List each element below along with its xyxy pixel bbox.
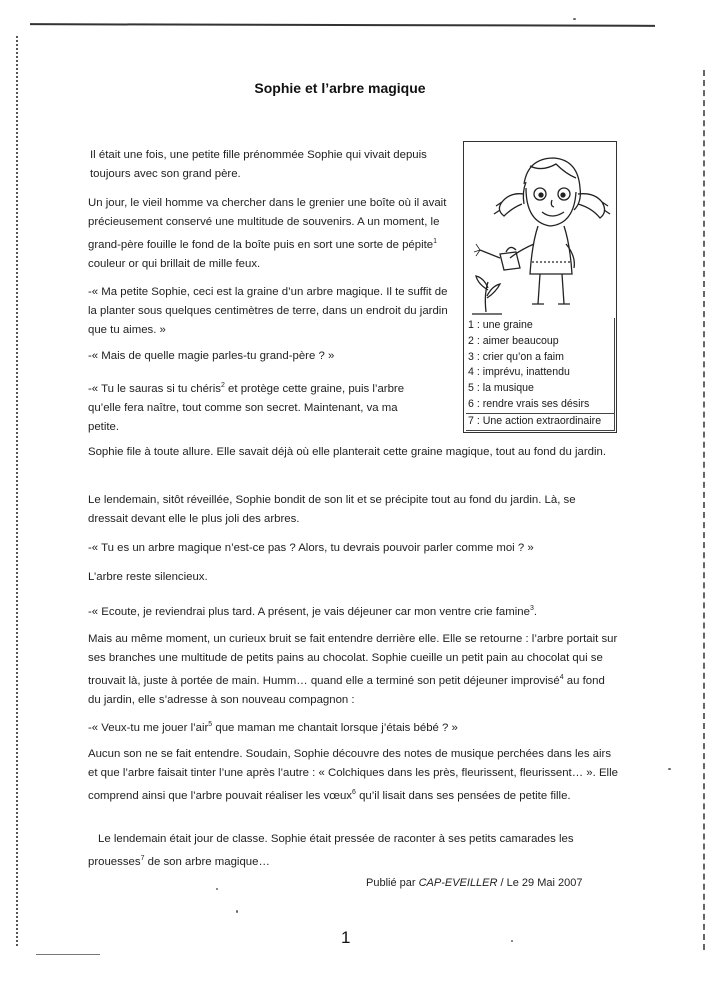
paragraph-14-text: Le lendemain était jour de classe. Sophie était pressée de raconter à ses petits camarades les prouesses bbox=[88, 833, 574, 868]
paragraph-14 bbox=[88, 830, 608, 872]
paragraph-12-end: que maman me chantait lorsque j’étais bébé ? » bbox=[212, 721, 458, 734]
paragraph-12-text: -« Veux-tu me jouer l’air bbox=[88, 721, 209, 734]
paragraph-14-end: de son arbre magique… bbox=[144, 855, 270, 868]
paragraph-11-end: au fond du jardin, elle s’adresse à son nouveau compagnon : bbox=[88, 674, 605, 706]
footnote-ref-2: 2 bbox=[220, 382, 225, 389]
paragraph-10-text: -« Ecoute, je reviendrai plus tard. A présent, je vais déjeuner car mon ventre crie famine bbox=[88, 605, 530, 618]
bottom-rule bbox=[36, 954, 100, 955]
paragraph-5-text: -« Tu le sauras si tu chéris bbox=[88, 382, 221, 395]
top-rule bbox=[30, 23, 655, 27]
paragraph-10-end: . bbox=[533, 605, 538, 618]
footnote-ref-5: 5 bbox=[208, 721, 213, 728]
paragraph-12 bbox=[88, 715, 618, 738]
definition-5: 5 : la musique bbox=[467, 381, 615, 397]
scan-speck bbox=[236, 910, 238, 913]
credit-date: / Le 29 Mai 2007 bbox=[497, 877, 583, 889]
paragraph-6: Sophie file à toute allure. Elle savait déjà où elle planterait cette graine magique, tout au fond du jardin. bbox=[88, 446, 606, 458]
paragraph-1: Il était une fois, une petite fille prénommée Sophie qui vivait depuis toujours avec son grand père. bbox=[90, 149, 427, 180]
scan-speck bbox=[216, 888, 218, 890]
paragraph-13 bbox=[88, 745, 618, 806]
definition-3: 3 : crier qu’on a faim bbox=[467, 350, 615, 366]
definition-1: 1 : une graine bbox=[467, 318, 615, 334]
footnote-ref-4: 4 bbox=[559, 674, 564, 681]
definition-2: 2 : aimer beaucoup bbox=[467, 334, 615, 350]
footnote-ref-1: 1 bbox=[433, 238, 438, 245]
left-scan-edge bbox=[16, 36, 19, 946]
paragraph-2-end: couleur or qui brillait de mille feux. bbox=[88, 257, 261, 270]
paragraph-10 bbox=[88, 599, 618, 622]
publication-credit bbox=[366, 877, 582, 889]
definition-7: 7 : Une action extraordinaire bbox=[466, 413, 615, 431]
right-scan-edge bbox=[703, 70, 706, 950]
girl-watering-plant-illustration bbox=[466, 144, 614, 319]
paragraph-3: -« Ma petite Sophie, ceci est la graine d’un arbre magique. Il te suffit de la planter sous quelques centimètres de terre, dans un endroit du jardin que tu aimes. » bbox=[88, 286, 448, 336]
definition-4: 4 : imprévu, inattendu bbox=[467, 365, 615, 381]
paragraph-4: -« Mais de quelle magie parles-tu grand-père ? » bbox=[88, 350, 335, 362]
paragraph-5-end: et protège cette graine, puis l’arbre qu’elle fera naître, tout comme son secret. Maintenant, va ma petite. bbox=[88, 382, 405, 433]
paragraph-13-end: qu’il lisait dans ses pensées de petite fille. bbox=[355, 789, 571, 802]
credit-prefix: Publié par bbox=[366, 877, 419, 889]
credit-author: CAP-EVEILLER bbox=[418, 877, 498, 889]
footnote-ref-7: 7 bbox=[140, 855, 145, 862]
page-number: 1 bbox=[341, 928, 351, 947]
paragraph-2 bbox=[88, 194, 458, 274]
paragraph-2-text: Un jour, le vieil homme va chercher dans le grenier une boîte où il avait précieusement conservé une multitude de souvenirs. A un moment, le grand-père fouille le fond de la boîte puis en sort une sorte de pépite bbox=[88, 197, 447, 251]
definition-6: 6 : rendre vrais ses désirs bbox=[467, 397, 615, 413]
paragraph-7: Le lendemain, sitôt réveillée, Sophie bondit de son lit et se précipite tout au fond du jardin. Là, se dressait devant elle le plus joli des arbres. bbox=[88, 494, 576, 525]
scan-speck bbox=[511, 940, 513, 942]
paragraph-5 bbox=[88, 376, 428, 437]
paragraph-9: L’arbre reste silencieux. bbox=[88, 571, 208, 583]
scan-speck bbox=[573, 18, 576, 20]
page-title: Sophie et l’arbre magique bbox=[254, 80, 426, 96]
definitions-list bbox=[467, 318, 615, 431]
paragraph-11-text: Mais au même moment, un curieux bruit se fait entendre derrière elle. Elle se retourne : l’arbre portait sur ses branches une multitude de petits pains au chocolat. Sophie cueille un petit pain au chocolat qui se trouvait là, juste à portée de main. Humm… quand elle a terminé son petit déjeuner improvisé bbox=[88, 633, 618, 687]
paragraph-8: -« Tu es un arbre magique n’est-ce pas ? Alors, tu devrais pouvoir parler comme moi ? » bbox=[88, 542, 534, 554]
scan-speck bbox=[668, 768, 671, 770]
footnote-ref-3: 3 bbox=[529, 605, 534, 612]
paragraph-11 bbox=[88, 630, 618, 710]
paragraph-13-text: Aucun son ne se fait entendre. Soudain, Sophie découvre des notes de musique perchées dans les airs et que l’arbre faisait tinter l’une après l’autre : « Colchiques dans les près, fleurissent, fleurissent… ». Elle comprend ainsi que l’arbre pouvait réaliser les vœux bbox=[88, 748, 618, 802]
footnote-ref-6: 6 bbox=[352, 789, 356, 796]
